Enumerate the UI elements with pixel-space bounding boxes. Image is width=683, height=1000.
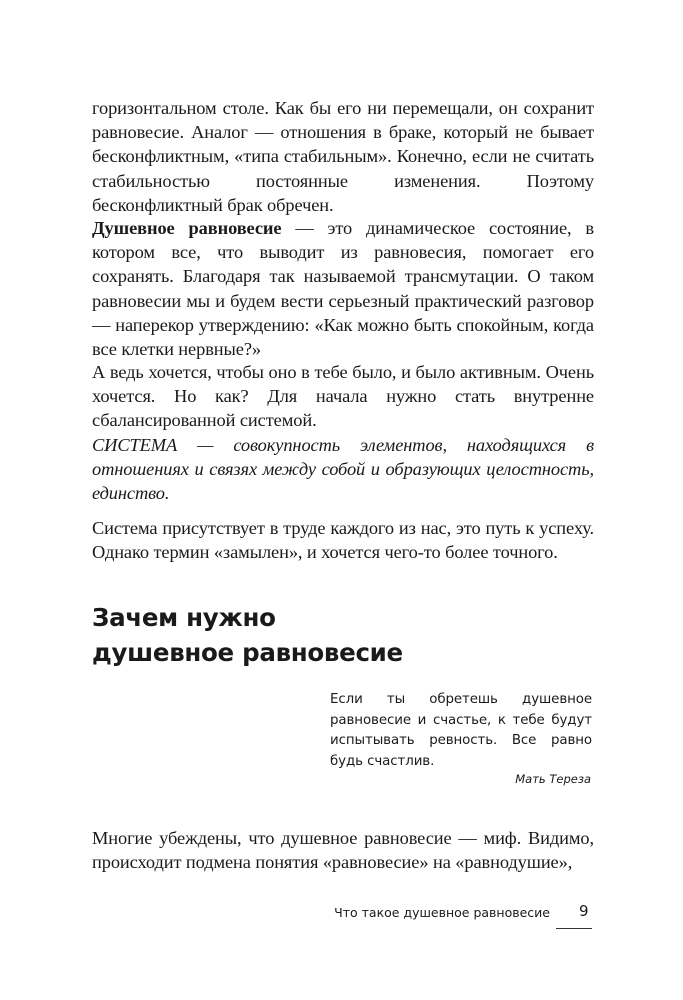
paragraph-2-text: — это динамическое состояние, в котором все, что выводит из равновесия, помогает его сохранять. Благодаря так называемой трансмутации. О таком равновесии мы и будем вести серьезный практический разговор — наперекор утверждению: «Как можно быть спокойным, когда все клетки нервные?» xyxy=(92,218,594,360)
epigraph-author: Мать Тереза xyxy=(515,772,591,786)
running-title: Что такое душевное равновесие xyxy=(334,905,550,920)
term-dushevnoe-ravnovesie: Душевное равновесие xyxy=(92,218,282,238)
epigraph-quote: Если ты обретешь душевное равновесие и счастье, к тебе будут испытывать ревность. Все равно будь счастлив. xyxy=(330,692,592,769)
page-number: 9 xyxy=(579,902,589,920)
paragraph-3: А ведь хочется, чтобы оно в тебе было, и было активным. Очень хочется. Но как? Для начала нужно стать внутренне сбалансированной системой. xyxy=(92,362,594,431)
definition-paragraph: СИСТЕМА — совокупность элементов, находящихся в отношениях и связях между собой и образующих целостность, единство. xyxy=(92,435,594,504)
section-heading-line-1: Зачем нужно xyxy=(92,603,276,632)
section-heading xyxy=(92,600,592,670)
paragraph-5: Система присутствует в труде каждого из нас, это путь к успеху. Однако термин «замылен», и хочется чего-то более точного. xyxy=(92,518,594,563)
section-heading-line-2: душевное равновесие xyxy=(92,638,403,667)
paragraph-1: горизонтальном столе. Как бы его ни перемещали, он сохранит равновесие. Аналог — отношения в браке, который не бывает бесконфликтным, «типа стабильным». Конечно, если не считать стабильностью постоянные изменения. Поэтому бесконфликтный брак обречен. xyxy=(92,98,594,215)
paragraph-6: Многие убеждены, что душевное равновесие — миф. Видимо, происходит подмена понятия «равновесие» на «равнодушие», xyxy=(92,828,594,873)
footer-rule xyxy=(556,928,592,929)
paragraph-2 xyxy=(92,216,594,361)
